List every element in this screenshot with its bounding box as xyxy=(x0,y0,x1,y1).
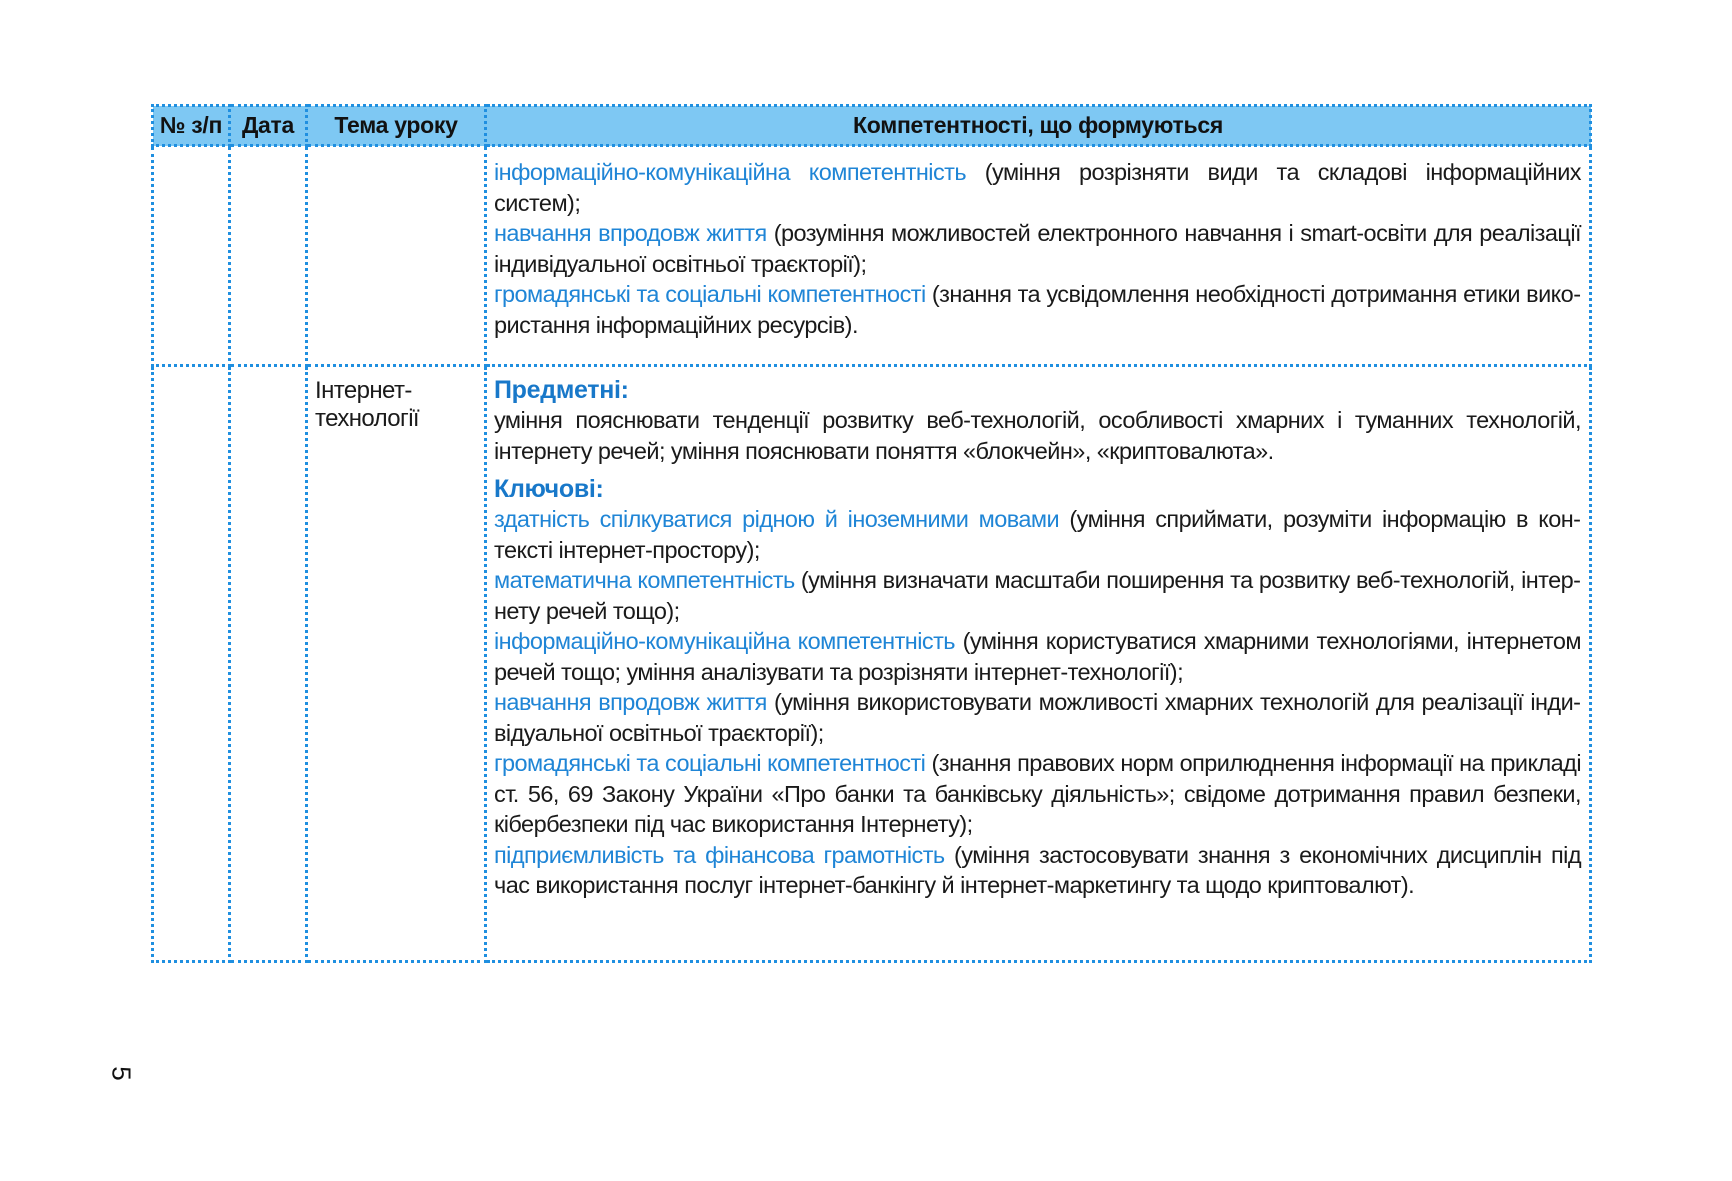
competence-keyword: інформаційно-комунікаційна компетентність xyxy=(494,628,955,654)
competence-item xyxy=(494,218,1581,279)
cell-topic xyxy=(307,146,486,366)
cell-num xyxy=(153,146,230,366)
competence-text: (розуміння можливостей електронного навчання і smart-освіти для реалізації індивідуальної освітньої траєкторії); xyxy=(494,220,1581,277)
page-number: 5 xyxy=(106,1066,137,1081)
header-date: Дата xyxy=(230,106,307,146)
competence-text: (уміння сприймати, розуміти інформацію в контексті інтернет-простору); xyxy=(494,506,1581,563)
competence-text: (уміння використовувати можливості хмарних технологій для реалізації індивідуальної освітньої траєкторії); xyxy=(494,689,1581,746)
competence-text: (уміння застосовувати знання з економічних дисциплін під час використання послуг інтернет-банкінгу й інтернет-маркетингу та щодо криптовалют). xyxy=(494,841,1582,898)
table-header-row xyxy=(153,106,1591,146)
competence-keyword: громадянські та соціальні компетентності xyxy=(494,750,926,776)
competence-keyword: здатність спілкуватися рідною й іноземними мовами xyxy=(494,506,1060,532)
competence-item xyxy=(494,626,1581,687)
cell-num xyxy=(153,366,230,962)
cell-date xyxy=(230,366,307,962)
key-heading: Ключові: xyxy=(494,475,604,503)
competence-text: (знання та усвідомлення необхідності дотримання етики використання інформаційних ресурсів). xyxy=(494,281,1582,338)
header-topic: Тема уроку xyxy=(307,106,486,146)
competence-keyword: математична компетентність xyxy=(494,567,795,593)
competence-item xyxy=(494,748,1581,840)
subject-text: уміння пояснювати тенденції розвитку веб-технологій, особливості хмарних і туманних технологій, інтернету речей; уміння пояснювати поняття «блокчейн», «криптовалюта». xyxy=(494,407,1581,464)
header-competences: Компетентності, що формуються xyxy=(486,106,1591,146)
competence-item xyxy=(494,279,1581,340)
competence-table xyxy=(151,104,1592,963)
table-row xyxy=(153,146,1591,366)
cell-competences xyxy=(486,366,1591,962)
competence-text: (уміння визначати масштаби поширення та розвитку веб-технологій, інтернету речей тощо); xyxy=(494,567,1581,624)
header-num: № з/п xyxy=(153,106,230,146)
competence-item xyxy=(494,157,1581,218)
competence-keyword: навчання впродовж життя xyxy=(494,220,767,246)
competence-item xyxy=(494,840,1581,901)
competence-text: (знання правових норм оприлюднення інформації на прикладі ст. 56, 69 Закону України «Про банки та банківську діяльність»; свідоме дотримання правил безпеки, кібербезпеки під час використання Інтернету); xyxy=(494,750,1581,837)
subject-heading: Предметні: xyxy=(494,376,629,404)
competence-text: (уміння користуватися хмарними технологіями, інтернетом речей тощо; уміння аналізувати та розрізняти інтернет-технології); xyxy=(494,628,1581,685)
competence-text: (уміння розрізняти види та складові інформаційних систем); xyxy=(494,159,1581,216)
competence-item xyxy=(494,565,1581,626)
table-row xyxy=(153,366,1591,962)
competence-keyword: підприємливість та фінансова грамотність xyxy=(494,841,945,868)
cell-topic: Інтернет-технології xyxy=(307,366,486,962)
competence-keyword: громадянські та соціальні компетентності xyxy=(494,281,926,307)
competence-keyword: навчання впродовж життя xyxy=(494,689,767,715)
competence-item xyxy=(494,687,1581,748)
competence-item xyxy=(494,504,1581,565)
competence-keyword: інформаційно-комунікаційна компетентність xyxy=(494,159,967,185)
cell-date xyxy=(230,146,307,366)
cell-competences xyxy=(486,146,1591,366)
